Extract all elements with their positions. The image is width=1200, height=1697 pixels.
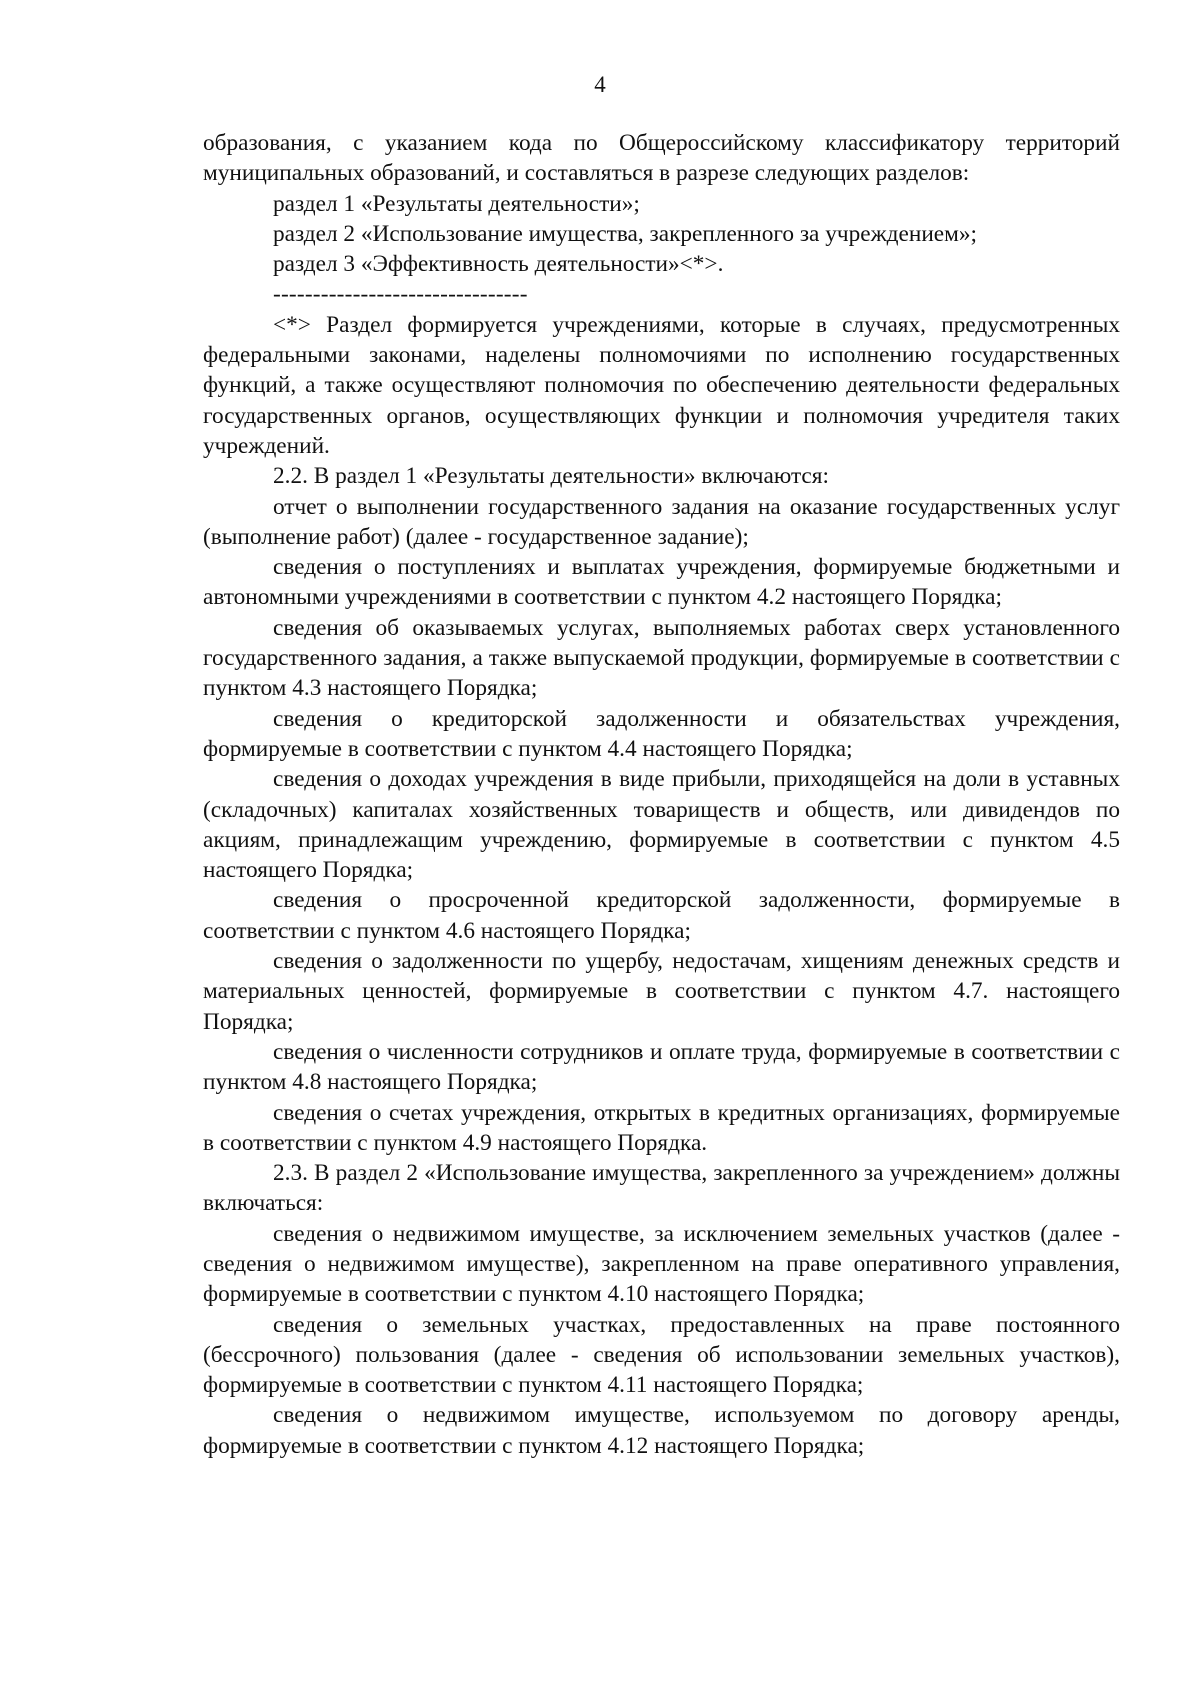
list-item: сведения о просроченной кредиторской задолженности, формируемые в соответствии с пунктом 4.6 настоящего Порядка; bbox=[203, 887, 1120, 944]
clause-2-3-heading: 2.3. В раздел 2 «Использование имущества, закрепленного за учреждением» должны включаться: bbox=[203, 1160, 1120, 1217]
list-item: сведения о недвижимом имуществе, за исключением земельных участков (далее - сведения о недвижимом имуществе), закрепленном на праве оперативного управления, формируемые в соответствии с пунктом 4.10 настоящего Порядка; bbox=[203, 1220, 1120, 1308]
list-item: сведения о недвижимом имуществе, используемом по договору аренды, формируемые в соответствии с пунктом 4.12 настоящего Порядка; bbox=[203, 1402, 1120, 1459]
list-item: отчет о выполнении государственного задания на оказание государственных услуг (выполнение работ) (далее - государственное задание); bbox=[203, 493, 1120, 550]
footnote-separator: -------------------------------- bbox=[273, 281, 528, 308]
list-item: сведения о земельных участках, предоставленных на праве постоянного (бессрочного) пользования (далее - сведения об использовании земельных участков), формируемые в соответствии с пунктом 4.11 настоящего Порядка; bbox=[203, 1311, 1120, 1399]
list-item: сведения о численности сотрудников и оплате труда, формируемые в соответствии с пунктом 4.8 настоящего Порядка; bbox=[203, 1038, 1120, 1096]
list-item: сведения о задолженности по ущербу, недостачам, хищениям денежных средств и материальных ценностей, формируемые в соответствии с пунктом 4.7. настоящего Порядка; bbox=[203, 948, 1120, 1035]
section-item-2: раздел 2 «Использование имущества, закрепленного за учреждением»; bbox=[273, 220, 977, 247]
list-item: сведения о счетах учреждения, открытых в кредитных организациях, формируемые в соответствии с пунктом 4.9 настоящего Порядка. bbox=[203, 1099, 1120, 1156]
document-body bbox=[203, 128, 1120, 1461]
paragraph-continuation: образования, с указанием кода по Общероссийскому классификатору территорий муниципальных образований, и составляться в разрезе следующих разделов: bbox=[203, 130, 1120, 187]
list-item: сведения о кредиторской задолженности и обязательствах учреждения, формируемые в соответствии с пунктом 4.4 настоящего Порядка; bbox=[203, 705, 1120, 762]
list-item: сведения о доходах учреждения в виде прибыли, приходящейся на доли в уставных (складочных) капиталах хозяйственных товариществ и обществ, или дивидендов по акциям, принадлежащим учреждению, формируемые в соответствии с пунктом 4.5 настоящего Порядка; bbox=[203, 766, 1120, 884]
footnote-text: <*> Раздел формируется учреждениями, которые в случаях, предусмотренных федеральными законами, наделены полномочиями по исполнению государственных функций, а также осуществляют полномочия по обеспечению деятельности федеральных государственных органов, осуществляющих функции и полномочия учредителя таких учреждений. bbox=[203, 311, 1120, 459]
page-number: 4 bbox=[594, 72, 606, 97]
list-item: сведения об оказываемых услугах, выполняемых работах сверх установленного государственного задания, а также выпускаемой продукции, формируемые в соответствии с пунктом 4.3 настоящего Порядка; bbox=[203, 614, 1120, 702]
list-item: сведения о поступлениях и выплатах учреждения, формируемые бюджетными и автономными учреждениями в соответствии с пунктом 4.2 настоящего Порядка; bbox=[203, 554, 1120, 611]
section-item-3: раздел 3 «Эффективность деятельности»<*>. bbox=[273, 251, 724, 278]
section-item-1: раздел 1 «Результаты деятельности»; bbox=[273, 190, 640, 217]
clause-2-2-heading: 2.2. В раздел 1 «Результаты деятельности» включаются: bbox=[273, 463, 829, 490]
